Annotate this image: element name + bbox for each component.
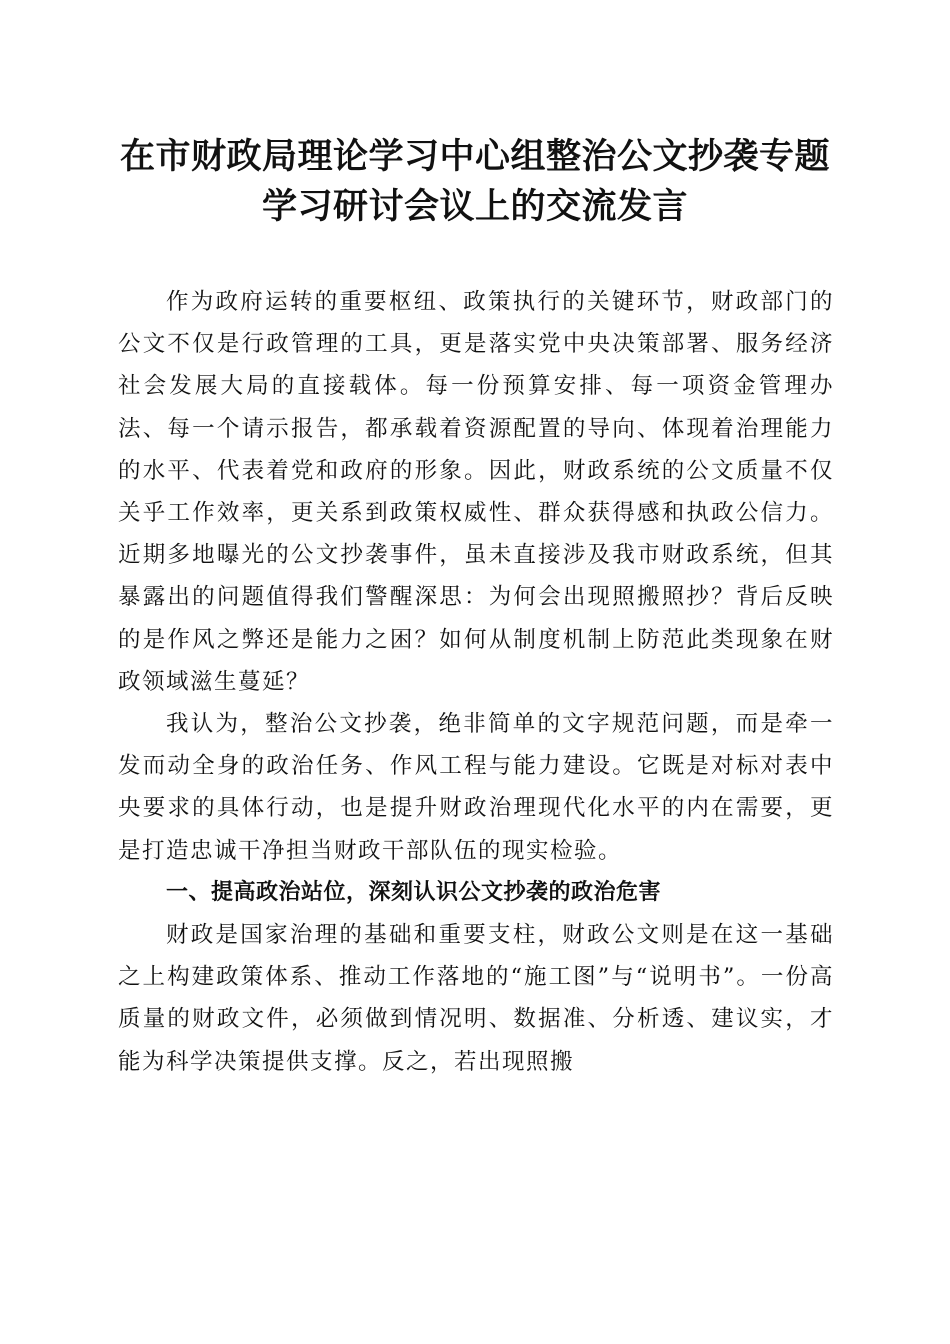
paragraph-section-1: 财政是国家治理的基础和重要支柱，财政公文则是在这一基础之上构建政策体系、推动工作落地的“施工图”与“说明书”。一份高质量的财政文件，必须做到情况明、数据准、分析透、建议实，才能为科学决策提供支撑。反之，若出现照搬 [118, 922, 834, 1075]
section-heading: 一、提高政治站位，深刻认识公文抄袭的政治危害 [166, 879, 662, 905]
title-line-2: 学习研讨会议上的交流发言 [261, 186, 688, 227]
paragraph-opinion: 我认为，整治公文抄袭，绝非简单的文字规范问题，而是牵一发而动全身的政治任务、作风工程与能力建设。它既是对标对表中央要求的具体行动，也是提升财政治理现代化水平的内在需要，更是打造忠诚干净担当财政干部队伍的现实检验。 [118, 711, 834, 864]
document-title [110, 132, 840, 232]
document-body [118, 281, 834, 1083]
title-line-1: 在市财政局理论学习中心组整治公文抄袭专题 [119, 136, 830, 177]
paragraph-intro: 作为政府运转的重要枢纽、政策执行的关键环节，财政部门的公文不仅是行政管理的工具，更是落实党中央决策部署、服务经济社会发展大局的直接载体。每一份预算安排、每一项资金管理办法、每一个请示报告，都承载着资源配置的导向、体现着治理能力的水平、代表着党和政府的形象。因此，财政系统的公文质量不仅关乎工作效率，更关系到政策权威性、群众获得感和执政公信力。近期多地曝光的公文抄袭事件，虽未直接涉及我市财政系统，但其暴露出的问题值得我们警醒深思：为何会出现照搬照抄？背后反映的是作风之弊还是能力之困？如何从制度机制上防范此类现象在财政领域滋生蔓延？ [118, 289, 834, 695]
